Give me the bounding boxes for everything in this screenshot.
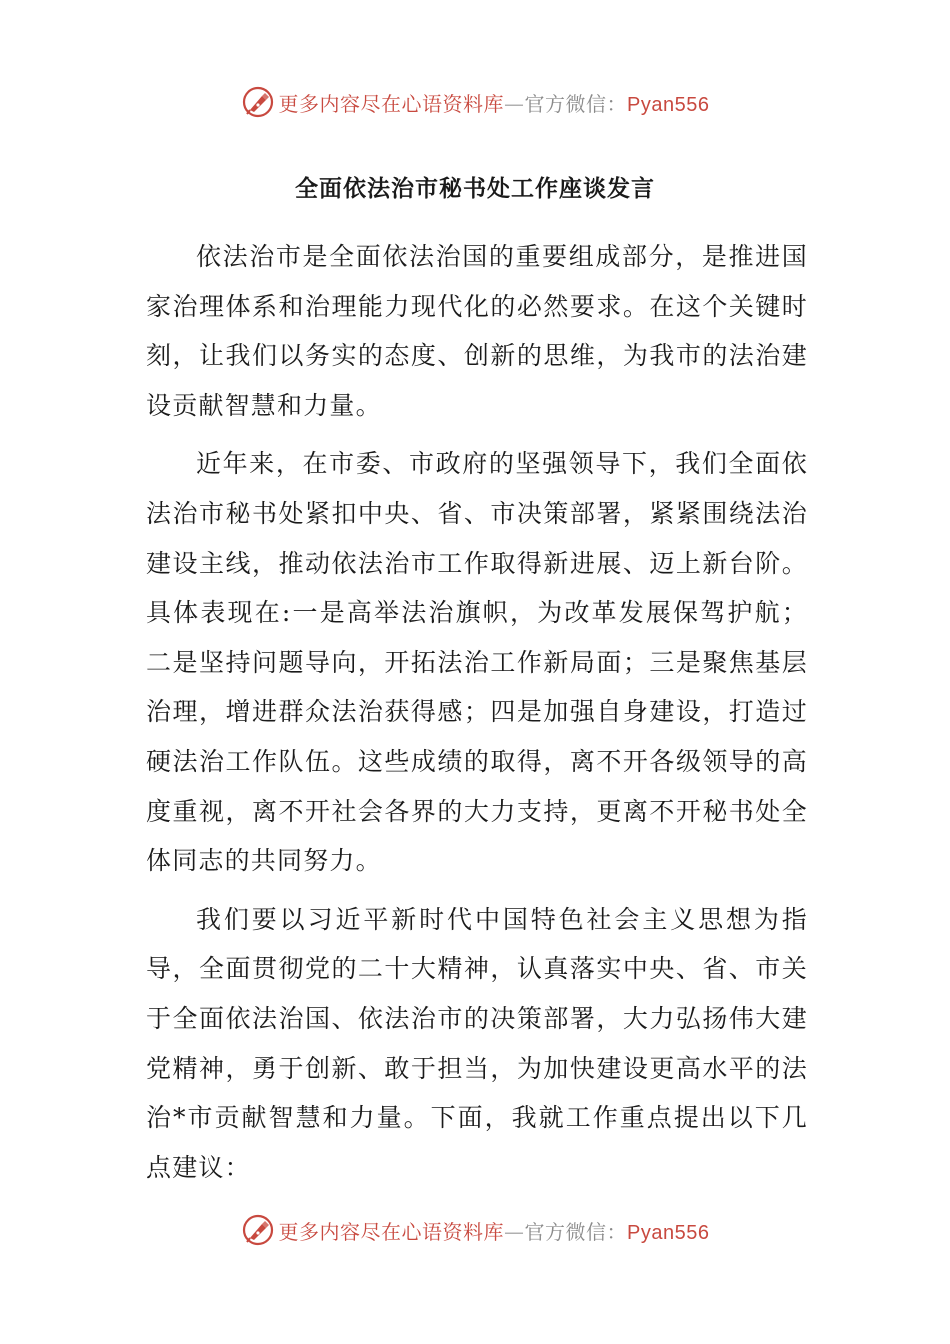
watermark-text <box>279 88 710 117</box>
watermark-account: Pyan556 <box>627 93 710 116</box>
paragraph: 依法治市是全面依法治国的重要组成部分，是推进国家治理体系和治理能力现代化的必然要求。在这个关键时刻，让我们以务实的态度、创新的思维，为我市的法治建设贡献智慧和力量。 <box>146 242 808 420</box>
watermark-brand: 更多内容尽在心语资料库 <box>278 1219 505 1244</box>
watermark-label: 官方微信： <box>524 91 628 116</box>
watermark-text <box>279 1216 710 1245</box>
paragraph: 近年来，在市委、市政府的坚强领导下，我们全面依法治市秘书处紧扣中央、省、市决策部署，紧紧围绕法治建设主线，推动依法治市工作取得新进展、迈上新台阶。具体表现在:一是高举法治旗帜，为改革发展保驾护航；二是坚持问题导向，开拓法治工作新局面；三是聚焦基层治理，增进群众法治获得感；四是加强自身建设，打造过硬法治工作队伍。这些成绩的取得，离不开各级领导的高度重视，离不开社会各界的大力支持，更离不开秘书处全体同志的共同努力。 <box>146 449 808 876</box>
pen-nib-circle-icon <box>241 85 275 119</box>
document-body <box>146 232 808 1201</box>
watermark-separator: — <box>504 1219 525 1244</box>
watermark-label: 官方微信： <box>524 1219 628 1244</box>
paragraph: 我们要以习近平新时代中国特色社会主义思想为指导，全面贯彻党的二十大精神，认真落实中央、省、市关于全面依法治国、依法治市的决策部署，大力弘扬伟大建党精神，勇于创新、敢于担当，为加快建设更高水平的法治*市贡献智慧和力量。下面，我就工作重点提出以下几点建议： <box>146 904 808 1182</box>
watermark-separator: — <box>504 91 525 116</box>
watermark-banner-top <box>0 82 950 122</box>
document-title: 全面依法治市秘书处工作座谈发言 <box>295 176 655 202</box>
watermark-account: Pyan556 <box>627 1221 710 1244</box>
watermark-banner-bottom <box>0 1210 950 1250</box>
pen-nib-circle-icon <box>241 1213 275 1247</box>
watermark-brand: 更多内容尽在心语资料库 <box>278 91 505 116</box>
